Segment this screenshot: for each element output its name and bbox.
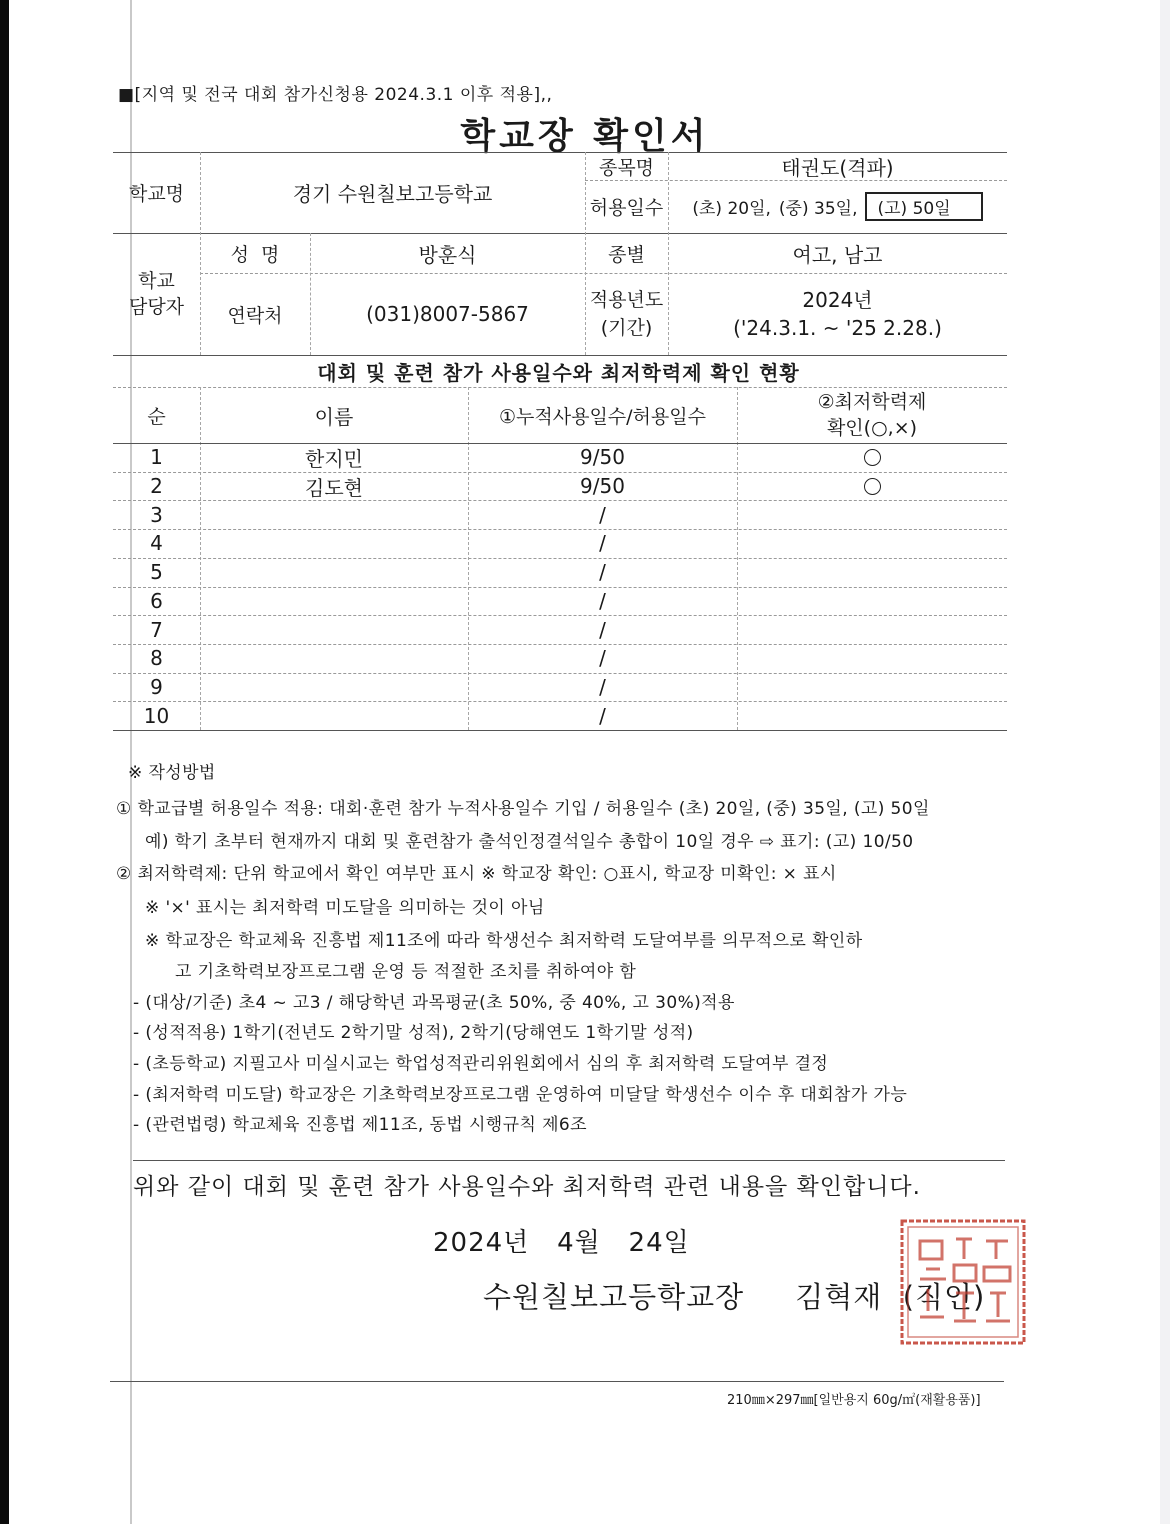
row-number: 7 bbox=[150, 617, 163, 642]
paper-spec-footer: 210㎜×297㎜[일반용지 60g/㎡(재활용품)] bbox=[727, 1393, 981, 1408]
allowed-days-high-boxed: (고) 50일 bbox=[865, 192, 982, 221]
note-1: ① 학교급별 허용일수 적용: 대회·훈련 참가 누적사용일수 기입 / 허용일수 (초) 20일, (중) 35일, (고) 50일 bbox=[116, 799, 930, 819]
col-check-header bbox=[737, 387, 1007, 443]
row-days-used: / bbox=[599, 703, 606, 728]
row-academic-check bbox=[737, 644, 1007, 673]
row-days-used: 9/50 bbox=[580, 474, 625, 499]
principal-signature: 수원칠보고등학교장 김혁재 (직인) bbox=[483, 1280, 986, 1314]
row-student-name bbox=[200, 701, 468, 730]
sport-value: 태권도(격파) bbox=[781, 155, 894, 180]
rule bbox=[113, 730, 1007, 731]
row-days-used: 9/50 bbox=[580, 445, 625, 470]
rule bbox=[113, 355, 1007, 356]
row-number: 3 bbox=[150, 502, 163, 527]
row-academic-check bbox=[737, 443, 1007, 472]
year-value-period: ('24.3.1. ~ '25 2.28.) bbox=[733, 316, 942, 340]
confirmation-date: 2024년 4월 24일 bbox=[433, 1228, 690, 1258]
row-academic-check bbox=[737, 558, 1007, 587]
note-1-example: 예) 학기 초부터 현재까지 대회 및 훈련참가 출석인정결석일수 총합이 10일 경우 ⇨ 표기: (고) 10/50 bbox=[145, 832, 914, 852]
year-label-line2: (기간) bbox=[600, 317, 653, 339]
sport-label: 종목명 bbox=[598, 156, 655, 179]
check-circle-icon bbox=[864, 449, 881, 466]
row-academic-check bbox=[737, 529, 1007, 558]
row-student-name bbox=[200, 615, 468, 644]
row-academic-check bbox=[737, 615, 1007, 644]
row-academic-check bbox=[737, 673, 1007, 702]
year-value-year: 2024년 bbox=[802, 288, 873, 312]
row-student-name bbox=[200, 558, 468, 587]
row-student-name bbox=[200, 644, 468, 673]
row-student-name bbox=[200, 500, 468, 529]
detail-law: - (관련법령) 학교체육 진흥법 제11조, 동법 시행규칙 제6조 bbox=[133, 1115, 587, 1135]
row-student-name bbox=[200, 673, 468, 702]
allowed-days-elementary: (초) 20일, bbox=[692, 199, 771, 219]
row-number: 2 bbox=[150, 474, 163, 499]
col-check-header-line2: 확인(○,×) bbox=[826, 417, 918, 439]
allowed-days-label: 허용일수 bbox=[589, 197, 664, 219]
row-days-used: / bbox=[599, 617, 606, 642]
year-label-line1: 적용년도 bbox=[589, 289, 664, 311]
check-circle-icon bbox=[864, 478, 881, 495]
note-2: ② 최저학력제: 단위 학교에서 확인 여부만 표시 ※ 학교장 확인: ○표시, 학교장 미확인: × 표시 bbox=[116, 864, 837, 884]
row-days-used: / bbox=[599, 502, 606, 527]
detail-grades: - (성적적용) 1학기(전년도 2학기말 성적), 2학기(당해연도 1학기말 성적) bbox=[133, 1023, 694, 1043]
note-2-b: ※ 학교장은 학교체육 진흥법 제11조에 따라 학생선수 최저학력 도달여부를 의무적으로 확인하 bbox=[145, 931, 863, 951]
allowed-days-value bbox=[668, 180, 1007, 233]
section-title: 대회 및 훈련 참가 사용일수와 최저학력제 확인 현황 bbox=[317, 361, 800, 385]
row-student-name: 김도현 bbox=[305, 475, 363, 500]
row-number: 5 bbox=[150, 560, 163, 585]
row-number: 9 bbox=[150, 674, 163, 699]
col-no-header: 순 bbox=[147, 405, 166, 428]
row-days-used: / bbox=[599, 588, 606, 613]
contact-value: (031)8007-5867 bbox=[366, 302, 529, 326]
col-check-header-line1: ②최저학력제 bbox=[817, 391, 927, 413]
confirmation-text: 위와 같이 대회 및 훈련 참가 사용일수와 최저학력 관련 내용을 확인합니다. bbox=[133, 1174, 921, 1200]
manager-name-label: 성 명 bbox=[230, 243, 280, 266]
row-number: 10 bbox=[143, 703, 170, 728]
col-days-header: ①누적사용일수/허용일수 bbox=[499, 405, 706, 428]
division-value: 여고, 남고 bbox=[792, 242, 883, 267]
official-seal-stamp bbox=[898, 1217, 1028, 1347]
note-2-b-cont: 고 기초학력보장프로그램 운영 등 적절한 조치를 취하여야 함 bbox=[175, 962, 637, 982]
note-2-a: ※ '×' 표시는 최저학력 미도달을 의미하는 것이 아님 bbox=[145, 898, 545, 918]
detail-criteria: - (대상/기준) 초4 ~ 고3 / 해당학년 과목평균(초 50%, 중 40%, 고 30%)적용 bbox=[133, 993, 735, 1013]
row-number: 6 bbox=[150, 588, 163, 613]
allowed-days-middle: (중) 35일, bbox=[778, 199, 858, 219]
row-academic-check bbox=[737, 587, 1007, 616]
row-number: 1 bbox=[150, 445, 163, 470]
division-label: 종별 bbox=[608, 243, 645, 266]
row-days-used: / bbox=[599, 674, 606, 699]
contact-label: 연락처 bbox=[227, 304, 283, 327]
manager-label-line2: 담당자 bbox=[128, 296, 185, 318]
row-academic-check bbox=[737, 472, 1007, 501]
row-academic-check bbox=[737, 500, 1007, 529]
manager-label-line1: 학교 bbox=[138, 270, 175, 292]
document-title: 학교장 확인서 bbox=[460, 116, 710, 157]
detail-elementary: - (초등학교) 지필고사 미실시교는 학업성적관리위원회에서 심의 후 최저학력 도달여부 결정 bbox=[133, 1054, 829, 1074]
row-days-used: / bbox=[599, 560, 606, 585]
row-academic-check bbox=[737, 701, 1007, 730]
row-number: 4 bbox=[150, 531, 163, 556]
manager-label bbox=[113, 233, 200, 355]
notes-heading: ※ 작성방법 bbox=[128, 763, 216, 783]
row-student-name bbox=[200, 587, 468, 616]
year-value bbox=[668, 273, 1007, 355]
manager-name-value: 방훈식 bbox=[418, 242, 477, 267]
year-label bbox=[585, 273, 668, 355]
school-name-label: 학교명 bbox=[128, 183, 185, 205]
school-name-value: 경기 수원칠보고등학교 bbox=[292, 182, 493, 206]
row-student-name bbox=[200, 529, 468, 558]
header-note: ■[지역 및 전국 대회 참가신청용 2024.3.1 이후 적용],, bbox=[118, 85, 553, 105]
right-frame-edge bbox=[1160, 0, 1170, 1524]
row-student-name: 한지민 bbox=[305, 446, 363, 471]
detail-below-minimum: - (최저학력 미도달) 학교장은 기초학력보장프로그램 운영하여 미달달 학생선수 이수 후 대회참가 가능 bbox=[133, 1085, 908, 1105]
row-number: 8 bbox=[150, 646, 163, 671]
row-days-used: / bbox=[599, 531, 606, 556]
rule bbox=[133, 1160, 1005, 1161]
row-days-used: / bbox=[599, 646, 606, 671]
rule bbox=[110, 1381, 1004, 1382]
left-frame-edge bbox=[0, 0, 9, 1524]
col-name-header: 이름 bbox=[314, 404, 354, 429]
